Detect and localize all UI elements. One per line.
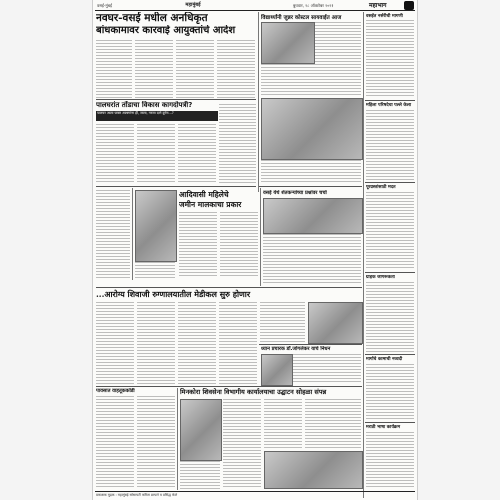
event-caption [261,160,361,184]
students-text-a [315,22,361,62]
woman-photo [135,190,177,262]
lead-text-col1 [96,40,132,98]
right-text-6 [366,432,414,488]
right-text-5 [366,364,414,420]
vasai-headline: वसई येथे शेतकऱ्यांच्या प्रश्नांवर चर्चा [263,190,327,196]
women-text-col2 [220,212,258,278]
question-text-col2 [137,124,175,184]
section-label: महामुंबई [185,2,201,8]
vasai-photo [263,198,363,234]
lead-headline-2: बांधकामावर कारवाई आयुक्तांचे आदेश [96,25,236,36]
right-headline-4: ग्राहक जागरूकता [366,275,395,280]
question-subhead: पालघर आता फक्त अश्वगांना ही, जाता, गरजा दाने दुर्गम...? [96,111,218,121]
shivaji-text-col4 [219,302,257,384]
dhyan-photo [261,354,293,386]
bottom-left-text-2 [137,396,175,488]
inauguration-photo-1 [180,399,222,461]
question-text-col1 [96,124,134,184]
lead-text-col2 [135,40,173,98]
students-headline: विद्यार्थ्यांनी जुन्नर कोस्टल सायवाईत आज [261,15,342,21]
brand-logo [404,1,414,10]
students-text-b [261,64,361,96]
lead-text-col4 [217,40,255,98]
women-headline-2: जमीन मालकाचा प्रकार [179,200,242,209]
students-photo [261,22,315,64]
footer-imprint: प्रकाशक मुद्रक : महामुंबई सोसायटी करिता छापले व प्रसिद्ध केले [96,493,178,497]
question-text-col4 [219,104,256,184]
right-headline-6: मराठी भाषा कार्यक्रम [366,425,401,430]
dhyan-headline: ध्यान प्रचारक डॉ.जोगलेकर याचे निधन [261,346,331,352]
right-text-4 [366,282,414,352]
shivaji-photo [308,302,363,344]
right-headline-5: मार्गाचे कामाची नव्वदी [366,357,403,362]
event-photo [261,98,363,160]
shivaji-text-col5 [260,302,305,342]
question-text-col3 [178,124,216,184]
bottom-mid-text-4 [180,461,220,489]
woman-caption [135,262,175,278]
shivaji-text-col3 [178,302,216,384]
bottom-mid-text-3 [305,399,361,449]
shivaji-text-col1 [96,302,134,384]
right-headline-2: महिला परिषदेचा पल्ले केला [366,103,412,108]
women-headline-1: आदिवासी महिलेचे [179,190,229,199]
question-headline: पालघरांत तोंडाचा विकास कागदोपत्री? [96,101,193,109]
newspaper-page [92,0,418,500]
right-headline-3: पूरग्रस्तांसाठी मदत [366,185,396,190]
right-text-3 [366,192,414,270]
right-headline-1: वसईत नर्सरीची मागणी [366,14,403,19]
dhyan-text [293,354,361,384]
bottom-mid-text-1 [223,399,261,489]
left-brief-text [96,190,130,278]
bottom-mid-headline: मिनकोरा शिवसेना विभागीय कार्यालयाचा उद्घाटन सोहळा संपन्न [180,388,327,396]
date-line: बुधवार, २८ ऑक्टोबर २०२१ [293,3,334,8]
edition-label: वसई-मुंबई [97,3,112,8]
lead-text-col3 [176,40,214,98]
lead-headline-1: नवघर-वसई मधील अनधिकृत [96,12,208,24]
right-text-2 [366,110,414,180]
bottom-left-headline: पावसात वाहतूककोंडी [96,388,135,394]
shivaji-text-col2 [137,302,175,384]
shivaji-headline: ...आरोग्य शिवाजी रुग्णालयातील मेडीकल सुरु होणार [96,289,251,299]
right-text-1 [366,20,414,98]
inauguration-photo-2 [264,451,363,489]
bottom-mid-text-2 [264,399,302,449]
women-text-col1 [179,212,217,278]
brand-right: महाभाग [369,2,387,9]
bottom-left-text-1 [96,396,134,488]
vasai-text [263,234,361,284]
